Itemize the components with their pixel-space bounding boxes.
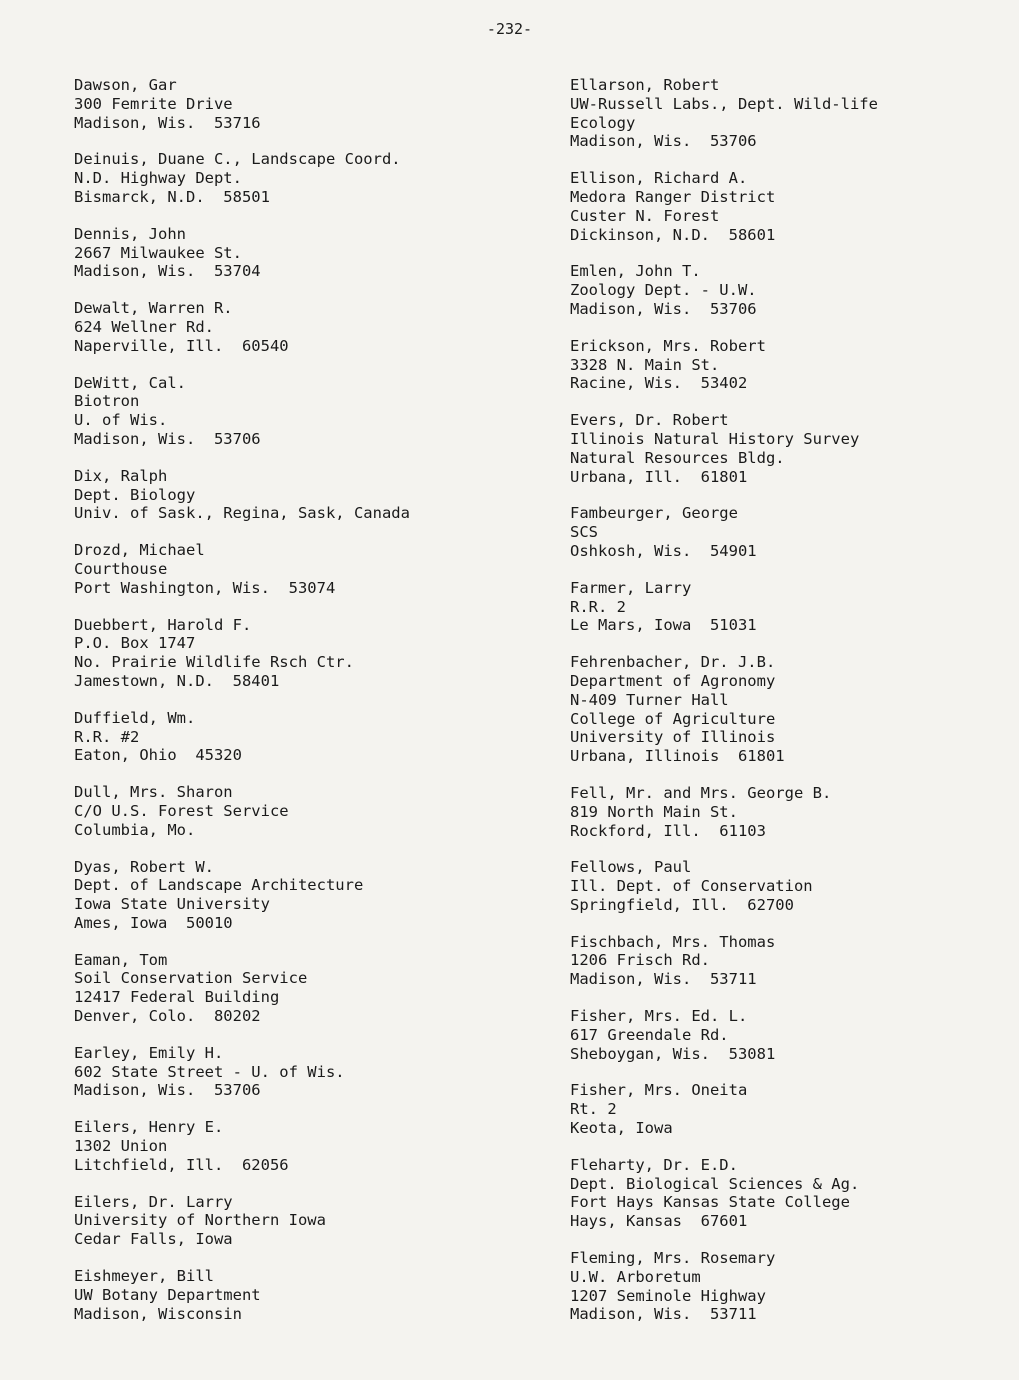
entry-address-line: Rockford, Ill. 61103 — [570, 821, 766, 840]
entry-name: Fischbach, Mrs. Thomas — [570, 932, 776, 951]
entry-address-line: Le Mars, Iowa 51031 — [570, 616, 757, 635]
entry-name: Evers, Dr. Robert — [570, 411, 729, 430]
entry-address-line: 1206 Frisch Rd. — [570, 951, 710, 970]
address-entry — [570, 653, 1010, 766]
entry-address-line: Department of Agronomy — [570, 671, 776, 690]
entry-name: Ellison, Richard A. — [570, 169, 748, 188]
address-entry — [74, 783, 514, 839]
entry-address-line: Eaton, Ohio 45320 — [74, 746, 242, 765]
entry-address-line: 1207 Seminole Highway — [570, 1286, 766, 1305]
entry-name: Fisher, Mrs. Oneita — [570, 1081, 748, 1100]
entry-address-line: Columbia, Mo. — [74, 820, 196, 839]
entry-address-line: Keota, Iowa — [570, 1119, 673, 1138]
address-entry — [570, 411, 1010, 486]
entry-address-line: 602 State Street - U. of Wis. — [74, 1062, 345, 1081]
address-entry — [570, 1007, 1010, 1063]
entry-name: Earley, Emily H. — [74, 1043, 224, 1062]
address-entry — [74, 225, 514, 281]
address-entry — [74, 709, 514, 765]
entry-address-line: R.R. 2 — [570, 597, 626, 616]
entry-name: Dyas, Robert W. — [74, 857, 214, 876]
address-entry — [74, 299, 514, 355]
address-entry — [570, 579, 1010, 635]
entry-address-line: Madison, Wis. 53716 — [74, 113, 261, 132]
entry-address-line: Madison, Wis. 53711 — [570, 970, 757, 989]
entry-address-line: 300 Femrite Drive — [74, 94, 233, 113]
entry-name: Fell, Mr. and Mrs. George B. — [570, 783, 832, 802]
entry-address-line: U. of Wis. — [74, 411, 168, 430]
entry-address-line: College of Agriculture — [570, 709, 776, 728]
entry-address-line: Madison, Wis. 53706 — [570, 132, 757, 151]
entry-name: Fellows, Paul — [570, 858, 692, 877]
entry-name: Fleming, Mrs. Rosemary — [570, 1249, 776, 1268]
entry-address-line: Custer N. Forest — [570, 206, 720, 225]
entry-address-line: Springfield, Ill. 62700 — [570, 895, 794, 914]
address-entry — [74, 1118, 514, 1174]
entry-address-line: Biotron — [74, 392, 140, 411]
entry-address-line: Iowa State University — [74, 895, 270, 914]
entry-address-line: Natural Resources Bldg. — [570, 448, 785, 467]
right-column — [570, 76, 1010, 1342]
address-entry — [570, 1249, 1010, 1324]
entry-address-line: 3328 N. Main St. — [570, 355, 720, 374]
entry-address-line: Denver, Colo. 80202 — [74, 1007, 261, 1026]
left-column — [74, 76, 514, 1341]
entry-name: Duebbert, Harold F. — [74, 615, 252, 634]
entry-address-line: Univ. of Sask., Regina, Sask, Canada — [74, 504, 410, 523]
address-entry — [74, 541, 514, 597]
entry-address-line: Sheboygan, Wis. 53081 — [570, 1044, 776, 1063]
entry-name: Eishmeyer, Bill — [74, 1267, 214, 1286]
entry-address-line: Zoology Dept. - U.W. — [570, 281, 757, 300]
entry-address-line: No. Prairie Wildlife Rsch Ctr. — [74, 653, 354, 672]
entry-name: Fehrenbacher, Dr. J.B. — [570, 653, 776, 672]
entry-name: Fisher, Mrs. Ed. L. — [570, 1007, 748, 1026]
entry-name: Dennis, John — [74, 224, 186, 243]
entry-name: Eilers, Henry E. — [74, 1118, 224, 1137]
entry-name: Dix, Ralph — [74, 466, 168, 485]
address-entry — [570, 504, 1010, 560]
entry-address-line: Litchfield, Ill. 62056 — [74, 1155, 289, 1174]
entry-address-line: University of Northern Iowa — [74, 1211, 326, 1230]
entry-address-line: 819 North Main St. — [570, 802, 738, 821]
entry-address-line: N.D. Highway Dept. — [74, 169, 242, 188]
entry-address-line: Illinois Natural History Survey — [570, 429, 860, 448]
address-entry — [74, 1267, 514, 1323]
address-entry — [74, 76, 514, 132]
entry-address-line: Bismarck, N.D. 58501 — [74, 187, 270, 206]
address-entry — [570, 76, 1010, 151]
entry-name: Dawson, Gar — [74, 76, 177, 94]
entry-address-line: 2667 Milwaukee St. — [74, 243, 242, 262]
address-entry — [74, 374, 514, 449]
entry-address-line: Naperville, Ill. 60540 — [74, 336, 289, 355]
entry-address-line: Cedar Falls, Iowa — [74, 1230, 233, 1249]
entry-address-line: Soil Conservation Service — [74, 969, 308, 988]
entry-name: Eilers, Dr. Larry — [74, 1192, 233, 1211]
address-entry — [570, 262, 1010, 318]
entry-address-line: Medora Ranger District — [570, 187, 776, 206]
entry-address-line: Dept. Biology — [74, 485, 196, 504]
entry-address-line: Madison, Wis. 53706 — [74, 1081, 261, 1100]
entry-address-line: Madison, Wis. 53706 — [570, 299, 757, 318]
entry-name: Dewalt, Warren R. — [74, 299, 233, 318]
entry-address-line: Urbana, Illinois 61801 — [570, 747, 785, 766]
entry-address-line: Ill. Dept. of Conservation — [570, 877, 813, 896]
address-entry — [74, 1044, 514, 1100]
address-entry — [74, 467, 514, 523]
entry-address-line: University of Illinois — [570, 728, 776, 747]
entry-address-line: P.O. Box 1747 — [74, 634, 196, 653]
entry-address-line: Dept. Biological Sciences & Ag. — [570, 1174, 860, 1193]
entry-name: Farmer, Larry — [570, 578, 692, 597]
entry-address-line: SCS — [570, 523, 598, 542]
entry-address-line: Madison, Wis. 53704 — [74, 262, 261, 281]
entry-address-line: 624 Wellner Rd. — [74, 317, 214, 336]
entry-address-line: Jamestown, N.D. 58401 — [74, 671, 280, 690]
entry-address-line: 617 Greendale Rd. — [570, 1025, 729, 1044]
entry-address-line: Oshkosh, Wis. 54901 — [570, 541, 757, 560]
entry-address-line: UW-Russell Labs., Dept. Wild-life — [570, 94, 878, 113]
entry-address-line: Dickinson, N.D. 58601 — [570, 225, 776, 244]
entry-address-line: 1302 Union — [74, 1137, 168, 1156]
entry-name: Emlen, John T. — [570, 262, 701, 281]
entry-name: Fleharty, Dr. E.D. — [570, 1155, 738, 1174]
address-entry — [74, 858, 514, 933]
entry-address-line: Dept. of Landscape Architecture — [74, 876, 364, 895]
entry-address-line: N-409 Turner Hall — [570, 690, 729, 709]
entry-address-line: Courthouse — [74, 559, 168, 578]
address-entry — [74, 1193, 514, 1249]
entry-name: Eaman, Tom — [74, 950, 168, 969]
entry-name: Fambeurger, George — [570, 504, 738, 523]
address-entry — [570, 169, 1010, 244]
address-entry — [74, 616, 514, 691]
entry-address-line: Ecology — [570, 113, 636, 132]
address-entry — [570, 858, 1010, 914]
address-entry — [570, 1081, 1010, 1137]
entry-name: Deinuis, Duane C., Landscape Coord. — [74, 150, 401, 169]
address-entry — [570, 784, 1010, 840]
entry-address-line: Port Washington, Wis. 53074 — [74, 578, 336, 597]
entry-name: Duffield, Wm. — [74, 708, 196, 727]
entry-name: Ellarson, Robert — [570, 76, 720, 94]
entry-name: Erickson, Mrs. Robert — [570, 336, 766, 355]
address-entry — [570, 933, 1010, 989]
entry-address-line: Rt. 2 — [570, 1100, 617, 1119]
entry-address-line: Madison, Wis. 53706 — [74, 429, 261, 448]
entry-address-line: U.W. Arboretum — [570, 1267, 701, 1286]
entry-address-line: R.R. #2 — [74, 727, 140, 746]
entry-name: DeWitt, Cal. — [74, 373, 186, 392]
entry-address-line: Hays, Kansas 67601 — [570, 1212, 748, 1231]
entry-address-line: Madison, Wis. 53711 — [570, 1305, 757, 1324]
entry-address-line: Ames, Iowa 50010 — [74, 913, 233, 932]
address-entry — [74, 150, 514, 206]
entry-address-line: 12417 Federal Building — [74, 988, 280, 1007]
address-entry — [570, 1156, 1010, 1231]
page-number: -232- — [486, 20, 533, 38]
entry-address-line: Fort Hays Kansas State College — [570, 1193, 850, 1212]
entry-address-line: UW Botany Department — [74, 1285, 261, 1304]
address-entry — [74, 951, 514, 1026]
address-entry — [570, 337, 1010, 393]
entry-address-line: Racine, Wis. 53402 — [570, 374, 748, 393]
entry-name: Drozd, Michael — [74, 541, 205, 560]
entry-address-line: Madison, Wisconsin — [74, 1304, 242, 1323]
entry-name: Dull, Mrs. Sharon — [74, 783, 233, 802]
entry-address-line: C/O U.S. Forest Service — [74, 801, 289, 820]
entry-address-line: Urbana, Ill. 61801 — [570, 467, 748, 486]
